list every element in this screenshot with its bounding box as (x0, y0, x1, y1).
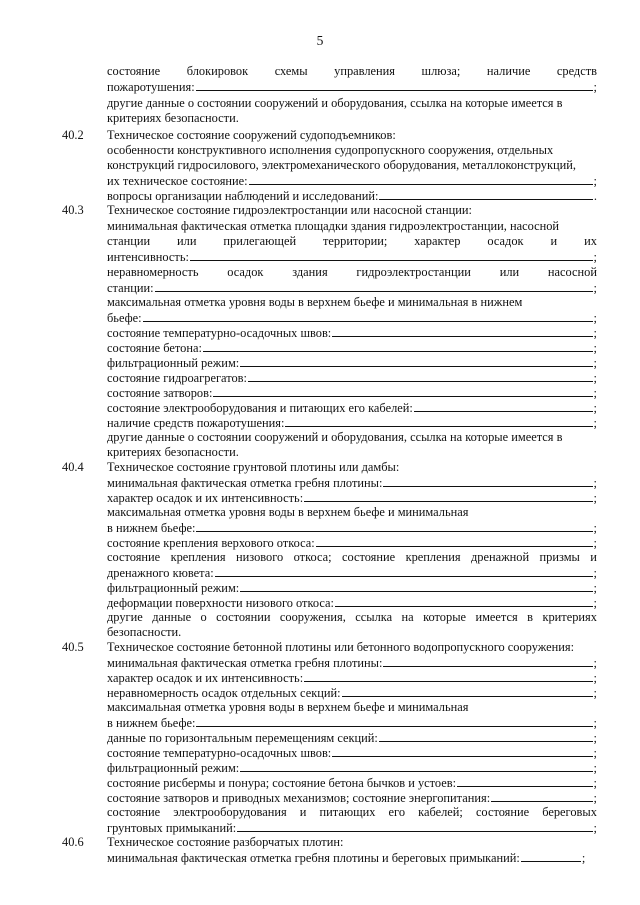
blank-field[interactable] (143, 310, 593, 322)
line-end-mark: ; (593, 476, 597, 490)
blank-field[interactable] (155, 280, 593, 292)
field-label: характер осадок и их интенсивность: (107, 491, 304, 505)
blank-field[interactable] (213, 385, 592, 397)
line-end-mark: ; (593, 311, 597, 325)
blank-field[interactable] (304, 670, 592, 682)
section-number: 40.5 (62, 640, 84, 654)
word: схемы (274, 64, 308, 78)
word: наличие (486, 64, 531, 78)
line-end-mark: ; (593, 731, 597, 745)
line-text: безопасности. (107, 625, 182, 639)
text-line (107, 430, 597, 445)
blank-field[interactable] (521, 850, 581, 862)
field-label: неравномерность осадок отдельных секций: (107, 686, 341, 700)
blank-field[interactable] (196, 520, 592, 532)
field-label: фильтрационный режим: (107, 581, 240, 595)
section-heading (107, 640, 597, 655)
section-heading (107, 203, 597, 218)
text-line (107, 265, 597, 280)
word: крепления (405, 550, 461, 564)
section-number: 40.3 (62, 203, 84, 217)
text-line (107, 760, 597, 775)
blank-field[interactable] (332, 745, 592, 757)
word: средств (556, 64, 597, 78)
field-label: характер осадок и их интенсивность: (107, 671, 304, 685)
text-line (107, 111, 597, 126)
line-text: критериях безопасности. (107, 111, 239, 125)
text-line (107, 715, 597, 730)
word: осадок (227, 265, 264, 279)
line-end-mark: ; (593, 536, 597, 550)
text-line (107, 610, 597, 625)
word: в (527, 610, 533, 624)
line-end-mark: ; (581, 851, 586, 865)
line-end-mark: ; (593, 491, 597, 505)
line-end-mark: ; (593, 566, 597, 580)
blank-field[interactable] (379, 730, 593, 742)
text-line (107, 249, 597, 264)
text-line (107, 173, 597, 188)
field-label: деформации поверхности низового откоса: (107, 596, 334, 610)
blank-field[interactable] (383, 475, 592, 487)
line-end-mark: ; (593, 250, 597, 264)
line-text: минимальная фактическая отметка площадки здания гидроэлектростанции, насосной (107, 219, 560, 233)
line-end-mark: ; (593, 581, 597, 595)
word: станции (107, 234, 151, 248)
field-label: состояние бетона: (107, 341, 202, 355)
line-end-mark: ; (593, 401, 597, 415)
text-line (107, 158, 597, 173)
word: питающих (319, 805, 376, 819)
text-line (107, 535, 597, 550)
text-line (107, 280, 597, 295)
text-line (107, 490, 597, 505)
field-label: состояние гидроагрегатов: (107, 371, 247, 385)
section-heading (107, 128, 597, 143)
blank-field[interactable] (304, 490, 592, 502)
line-text: особенности конструктивного исполнения судопропускного сооружения, отдельных (107, 143, 554, 157)
text-line (107, 595, 597, 610)
text-line (107, 685, 597, 700)
text-line (107, 79, 597, 94)
text-line (107, 143, 597, 158)
word: блокировок (186, 64, 249, 78)
word: неравномерность (107, 265, 199, 279)
word: низового (236, 550, 284, 564)
blank-field[interactable] (383, 655, 592, 667)
word: территории; (323, 234, 388, 248)
word: насосной (547, 265, 597, 279)
word: состоянии (216, 610, 271, 624)
field-label: фильтрационный режим: (107, 356, 240, 370)
text-line (107, 400, 597, 415)
line-end-mark: ; (593, 371, 597, 385)
line-end-mark: ; (593, 821, 597, 835)
field-label: минимальная фактическая отметка гребня плотины: (107, 476, 383, 490)
word: прилегающей (223, 234, 297, 248)
section-number: 40.4 (62, 460, 84, 474)
word: и (299, 805, 307, 819)
word: их (584, 234, 597, 248)
field-label: интенсивность: (107, 250, 189, 264)
text-line (107, 550, 597, 565)
blank-field[interactable] (240, 760, 592, 772)
line-end-mark: ; (593, 791, 597, 805)
line-end-mark: ; (593, 386, 597, 400)
line-end-mark: ; (593, 521, 597, 535)
blank-field[interactable] (491, 790, 592, 802)
word: другие (107, 610, 143, 624)
line-text: Техническое состояние сооружений судоподъемников: (107, 128, 396, 142)
line-end-mark: ; (593, 776, 597, 790)
word: осадок (487, 234, 524, 248)
blank-field[interactable] (414, 400, 593, 412)
word: о (200, 610, 207, 624)
blank-field[interactable] (332, 325, 592, 337)
line-text: максимальная отметка уровня воды в верхнем бьефе и минимальная (107, 505, 469, 519)
word: состояние (475, 805, 530, 819)
word: крепления (170, 550, 226, 564)
line-end-mark: ; (593, 761, 597, 775)
blank-field[interactable] (215, 565, 593, 577)
text-line (107, 475, 597, 490)
section-number: 40.2 (62, 128, 84, 142)
line-text: критериях безопасности. (107, 445, 239, 459)
line-end-mark: ; (593, 596, 597, 610)
text-line (107, 805, 597, 820)
section-heading (107, 835, 597, 850)
field-label: бьефе: (107, 311, 142, 325)
line-text: Техническое состояние бетонной плотины или бетонного водопропускного сооружения: (107, 640, 575, 654)
line-end-mark: ; (593, 174, 597, 188)
word: и (590, 550, 597, 564)
word: характер (414, 234, 461, 248)
blank-field[interactable] (285, 415, 592, 427)
text-line (107, 505, 597, 520)
word: сооружения, (279, 610, 346, 624)
text-line (107, 445, 597, 460)
blank-field[interactable] (248, 370, 593, 382)
word: ссылка (355, 610, 393, 624)
word: дренажной (470, 550, 530, 564)
text-line (107, 188, 597, 203)
word: состояние (107, 64, 161, 78)
word: береговых (542, 805, 597, 819)
field-label: состояние температурно-осадочных швов: (107, 746, 332, 760)
text-line (107, 520, 597, 535)
line-end-mark: ; (593, 671, 597, 685)
line-end-mark: ; (593, 356, 597, 370)
field-label: фильтрационный режим: (107, 761, 240, 775)
line-text: Техническое состояние разборчатых плотин: (107, 835, 344, 849)
word: которые (423, 610, 467, 624)
blank-field[interactable] (249, 173, 593, 185)
field-label: данные по горизонтальным перемещениям секций: (107, 731, 378, 745)
word: управления (334, 64, 395, 78)
page-number: 5 (316, 33, 324, 48)
blank-field[interactable] (457, 775, 592, 787)
text-line (107, 64, 597, 79)
field-label: их техническое состояние: (107, 174, 248, 188)
text-line (107, 325, 597, 340)
text-line (107, 655, 597, 670)
word: или (499, 265, 520, 279)
field-label: пожаротушения: (107, 80, 195, 94)
text-line (107, 295, 597, 310)
text-line (107, 385, 597, 400)
section-number: 40.6 (62, 835, 84, 849)
word: состояние (107, 805, 161, 819)
field-label: состояние рисбермы и понура; состояние бетона бычков и устоев: (107, 776, 457, 790)
word: и (550, 234, 558, 248)
text-line (107, 565, 597, 580)
word: состояние (107, 550, 161, 564)
text-line (107, 700, 597, 715)
field-label: вопросы организации наблюдений и исследований: (107, 189, 379, 203)
blank-field[interactable] (240, 355, 592, 367)
field-label: станции: (107, 281, 154, 295)
field-label: минимальная фактическая отметка гребня плотины и береговых примыканий: (107, 851, 520, 865)
blank-field[interactable] (190, 249, 593, 261)
field-label: наличие средств пожаротушения: (107, 416, 285, 430)
field-label: грунтовых примыканий: (107, 821, 237, 835)
line-text: конструкций гидросилового, электромеханического оборудования, металлоконструкций, (107, 158, 576, 172)
blank-field[interactable] (316, 535, 593, 547)
field-label: состояние крепления верхового откоса: (107, 536, 315, 550)
line-end-mark: ; (593, 656, 597, 670)
text-line (107, 310, 597, 325)
field-label: состояние затворов: (107, 386, 213, 400)
word: критериях (542, 610, 597, 624)
word: призмы (539, 550, 580, 564)
field-label: в нижнем бьефе: (107, 716, 196, 730)
line-end-mark: ; (593, 416, 597, 430)
field-label: состояние электрооборудования и питающих его кабелей: (107, 401, 413, 415)
field-label: дренажного кювета: (107, 566, 214, 580)
text-line (107, 355, 597, 370)
word: здания (292, 265, 328, 279)
line-text: другие данные о состоянии сооружений и оборудования, ссылка на которые имеется в (107, 96, 563, 110)
text-line (107, 625, 597, 640)
line-text: другие данные о состоянии сооружений и оборудования, ссылка на которые имеется в (107, 430, 563, 444)
text-line (107, 219, 597, 234)
section-heading (107, 460, 597, 475)
line-end-mark: ; (593, 281, 597, 295)
blank-field[interactable] (335, 595, 593, 607)
field-label: состояние температурно-осадочных швов: (107, 326, 332, 340)
text-line (107, 850, 597, 865)
word: гидроэлектростанции (356, 265, 471, 279)
line-end-mark: ; (593, 341, 597, 355)
line-end-mark: ; (593, 326, 597, 340)
text-line (107, 370, 597, 385)
blank-field[interactable] (196, 79, 593, 91)
blank-field[interactable] (240, 580, 592, 592)
text-line (107, 96, 597, 111)
word: откоса; (293, 550, 332, 564)
line-text: максимальная отметка уровня воды в верхнем бьефе и минимальная (107, 700, 469, 714)
text-line (107, 775, 597, 790)
blank-field[interactable] (196, 715, 592, 727)
field-label: минимальная фактическая отметка гребня плотины: (107, 656, 383, 670)
word: состояние (341, 550, 396, 564)
word: имеется (475, 610, 518, 624)
blank-field[interactable] (203, 340, 593, 352)
line-end-mark: ; (593, 746, 597, 760)
blank-field[interactable] (342, 685, 593, 697)
text-line (107, 415, 597, 430)
line-text: Техническое состояние грунтовой плотины или дамбы: (107, 460, 400, 474)
field-label: в нижнем бьефе: (107, 521, 196, 535)
line-text: максимальная отметка уровня воды в верхнем бьефе и минимальная в нижнем (107, 295, 523, 309)
text-line (107, 580, 597, 595)
blank-field[interactable] (237, 820, 592, 832)
word: его (388, 805, 406, 819)
word: на (401, 610, 414, 624)
word: шлюза; (421, 64, 461, 78)
field-label: состояние затворов и приводных механизмов; состояние энергопитания: (107, 791, 491, 805)
text-line (107, 790, 597, 805)
text-line (107, 730, 597, 745)
line-text: Техническое состояние гидроэлектростанции или насосной станции: (107, 203, 472, 217)
blank-field[interactable] (379, 188, 592, 200)
word: кабелей; (418, 805, 463, 819)
text-line (107, 745, 597, 760)
word: электрооборудования (173, 805, 287, 819)
word: данные (152, 610, 192, 624)
text-line (107, 340, 597, 355)
text-line (107, 234, 597, 249)
line-end-mark: ; (593, 716, 597, 730)
line-end-mark: ; (593, 80, 597, 94)
line-end-mark: . (593, 189, 597, 203)
word: или (177, 234, 197, 248)
text-line (107, 670, 597, 685)
text-line (107, 820, 597, 835)
line-end-mark: ; (593, 686, 597, 700)
